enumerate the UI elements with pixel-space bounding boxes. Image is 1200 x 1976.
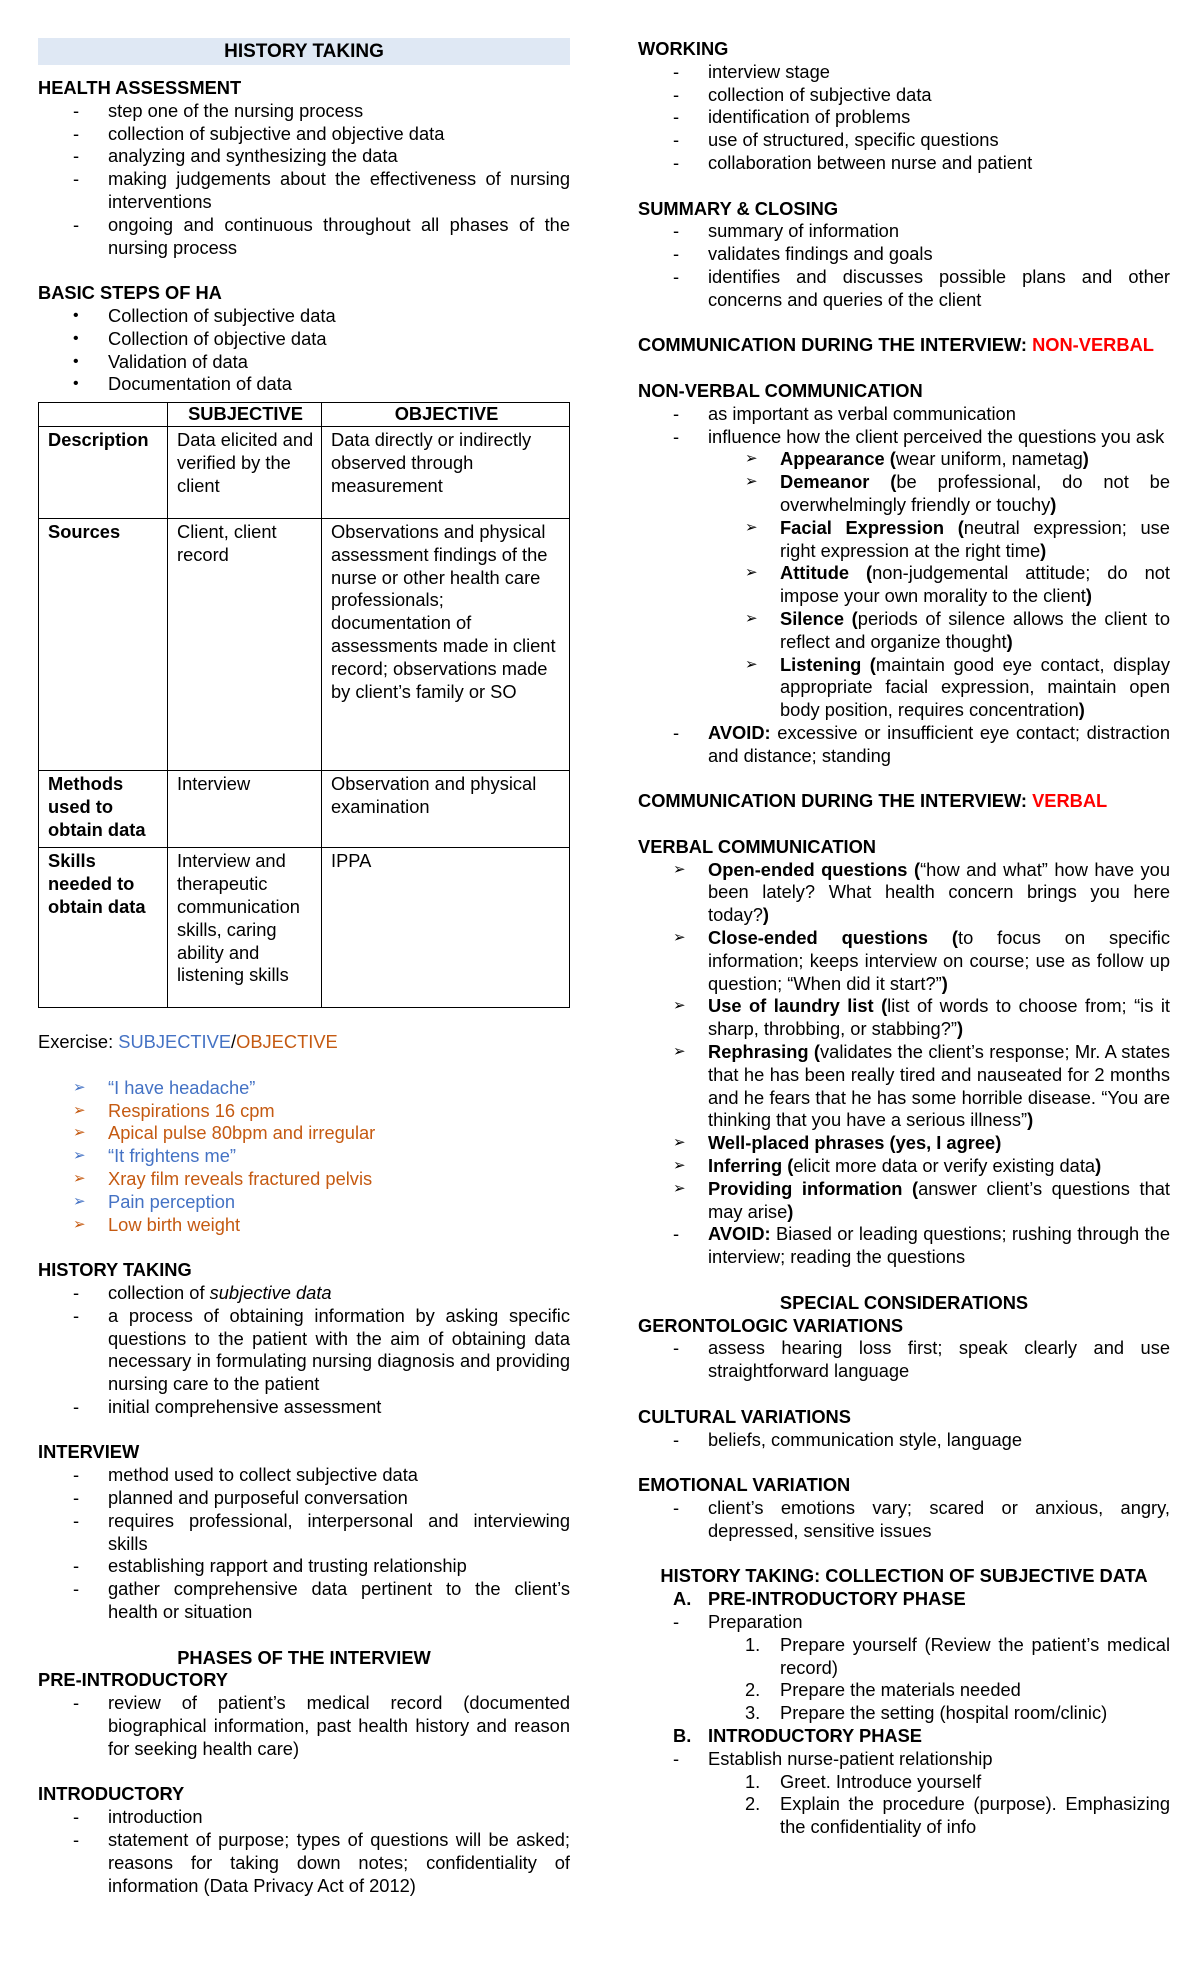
phase-b-list [638, 1748, 1170, 1771]
exercise-item: ➢ “I have headache” [108, 1077, 570, 1100]
list-item: ➢ Rephrasing (validates the client’s response; Mr. A states that he has been really tired and nauseated for 2 months and he fears that he has some horrible disease. “You are thinking that you have a serious illness”) [708, 1041, 1170, 1132]
pre-introductory-list [38, 1692, 570, 1760]
verbal-avoid-list [638, 1223, 1170, 1269]
list-item: - initial comprehensive assessment [108, 1396, 570, 1419]
list-item: ➢ Demeanor (be professional, do not be overwhelmingly friendly or touchy) [780, 471, 1170, 517]
exercise-subjective-label: SUBJECTIVE [118, 1031, 232, 1053]
list-item: - identifies and discusses possible plans and other concerns and queries of the client [708, 266, 1170, 312]
basic-steps-list [38, 305, 570, 396]
list-item: - Establish nurse-patient relationship [708, 1748, 1170, 1771]
verbal-list [638, 859, 1170, 1224]
table-header-row [39, 403, 570, 427]
list-item: - Preparation [708, 1611, 1170, 1634]
list-item: - making judgements about the effectiveness of nursing interventions [108, 168, 570, 214]
nonverbal-cues-list [638, 448, 1170, 722]
list-item: - method used to collect subjective data [108, 1464, 570, 1487]
list-item: - summary of information [708, 220, 1170, 243]
emotional-heading: EMOTIONAL VARIATION [638, 1474, 851, 1496]
list-item: 1. Greet. Introduce yourself [745, 1770, 982, 1792]
list-item: ➢ Appearance (wear uniform, nametag) [780, 448, 1170, 471]
list-item: • Collection of objective data [108, 328, 570, 351]
list-item: ➢ Open-ended questions (“how and what” how have you been lately? What health concern brings you here today?) [708, 859, 1170, 927]
list-item: ➢ Listening (maintain good eye contact, display appropriate facial expression, maintain open body position, requires concentration) [780, 654, 1170, 722]
phase-a-list [638, 1611, 1170, 1634]
list-item: - identification of problems [708, 106, 1170, 129]
list-item: - influence how the client perceived the questions you ask [708, 426, 1170, 449]
verbal-communication-heading: VERBAL COMMUNICATION [638, 835, 876, 857]
list-item: - requires professional, interpersonal and interviewing skills [108, 1510, 570, 1556]
list-item: - validates findings and goals [708, 243, 1170, 266]
exercise-label: Exercise: [38, 1031, 119, 1053]
list-item: - step one of the nursing process [108, 100, 570, 123]
table-cell: Observations and physical assessment findings of the nurse or other health care professionals; documentation of assessments made in client record; observations made by client’s family or SO [322, 518, 570, 770]
table-row [39, 518, 570, 770]
nonverbal-communication-heading: NON-VERBAL COMMUNICATION [638, 379, 923, 401]
health-assessment-heading: HEALTH ASSESSMENT [38, 77, 242, 98]
exercise-slash: / [231, 1031, 237, 1053]
exercise-item: ➢ Low birth weight [108, 1214, 570, 1237]
interview-list [38, 1464, 570, 1624]
list-item: - use of structured, specific questions [708, 129, 1170, 152]
table-row-label: Skills needed to obtain data [39, 848, 168, 1008]
list-item: - as important as verbal communication [708, 403, 1170, 426]
exercise-objective-label: OBJECTIVE [236, 1031, 338, 1053]
summary-closing-list [638, 220, 1170, 311]
table-header-cell: OBJECTIVE [322, 403, 570, 427]
list-item: - AVOID: Biased or leading questions; rushing through the interview; reading the questions [708, 1223, 1170, 1269]
gerontologic-heading: GERONTOLOGIC VARIATIONS [638, 1314, 904, 1336]
list-item: - introduction [108, 1806, 570, 1829]
list-item: - ongoing and continuous throughout all phases of the nursing process [108, 214, 570, 260]
collection-heading: HISTORY TAKING: COLLECTION OF SUBJECTIVE DATA [660, 1565, 1148, 1587]
list-item: ➢ Attitude (non-judgemental attitude; do not impose your own morality to the client) [780, 562, 1170, 608]
history-taking-heading: HISTORY TAKING [38, 1259, 192, 1281]
summary-closing-heading: SUMMARY & CLOSING [638, 197, 839, 219]
table-cell: Interview [168, 770, 322, 847]
table-row [39, 848, 570, 1008]
list-item: - AVOID: excessive or insufficient eye contact; distraction and distance; standing [708, 722, 1170, 768]
emotional-list [638, 1497, 1170, 1543]
basic-steps-heading: BASIC STEPS OF HA [38, 282, 222, 304]
list-item: 3. Prepare the setting (hospital room/clinic) [745, 1702, 1108, 1724]
list-item: - client’s emotions vary; scared or anxious, angry, depressed, sensitive issues [708, 1497, 1170, 1543]
table-header-cell: SUBJECTIVE [168, 403, 322, 427]
list-item: ➢ Facial Expression (neutral expression; use right expression at the right time) [780, 517, 1170, 563]
nonverbal-list [638, 403, 1170, 449]
introductory-list [38, 1806, 570, 1897]
list-item: - interview stage [708, 61, 1170, 84]
phase-b-heading: B. INTRODUCTORY PHASE [673, 1724, 922, 1746]
list-item: • Validation of data [108, 351, 570, 374]
exercise-list [38, 1077, 570, 1237]
table-cell: Interview and therapeutic communication skills, caring ability and listening skills [168, 848, 322, 1008]
phase-b-steps [638, 1771, 1170, 1839]
table-cell: Client, client record [168, 518, 322, 770]
list-item: - beliefs, communication style, language [708, 1429, 1170, 1452]
list-item: ➢ Providing information (answer client’s questions that may arise) [708, 1178, 1170, 1224]
phase-a-steps [638, 1634, 1170, 1725]
table-header-cell [39, 403, 168, 427]
list-item: - collection of subjective and objective data [108, 123, 570, 146]
pre-introductory-heading: PRE-INTRODUCTORY [38, 1669, 228, 1691]
working-heading: WORKING [638, 38, 729, 59]
exercise-heading [38, 1031, 570, 1054]
cultural-heading: CULTURAL VARIATIONS [638, 1405, 851, 1427]
page-title: HISTORY TAKING [38, 38, 570, 65]
table-cell: Data elicited and verified by the client [168, 426, 322, 518]
interview-heading: INTERVIEW [38, 1441, 140, 1463]
introductory-heading: INTRODUCTORY [38, 1783, 185, 1805]
list-item: - collaboration between nurse and patient [708, 152, 1170, 175]
list-item: - a process of obtaining information by asking specific questions to the patient with the aim of obtaining data necessary in formulating nursing diagnosis and providing nursing care to the patient [108, 1305, 570, 1396]
list-item: - analyzing and synthesizing the data [108, 145, 570, 168]
table-cell: IPPA [322, 848, 570, 1008]
list-item: 1. Prepare yourself (Review the patient’s medical record) [745, 1633, 1170, 1678]
working-list [638, 61, 1170, 175]
list-item: - gather comprehensive data pertinent to the client’s health or situation [108, 1578, 570, 1624]
verbal-section-heading: COMMUNICATION DURING THE INTERVIEW: VERBAL [638, 790, 1108, 812]
table-cell: Data directly or indirectly observed through measurement [322, 426, 570, 518]
gerontologic-list [638, 1337, 1170, 1383]
list-item: • Collection of subjective data [108, 305, 570, 328]
table-row-label: Methods used to obtain data [39, 770, 168, 847]
exercise-item: ➢ “It frightens me” [108, 1145, 570, 1168]
left-column [38, 38, 570, 1897]
list-item: ➢ Use of laundry list (list of words to choose from; “is it sharp, throbbing, or stabbing?”) [708, 995, 1170, 1041]
exercise-item: ➢ Xray film reveals fractured pelvis [108, 1168, 570, 1191]
subjective-objective-table [38, 402, 570, 1008]
list-item: - assess hearing loss first; speak clearly and use straightforward language [708, 1337, 1170, 1383]
nonverbal-section-heading: COMMUNICATION DURING THE INTERVIEW: NON-VERBAL [638, 334, 1154, 356]
phases-heading: PHASES OF THE INTERVIEW [177, 1646, 431, 1668]
list-item: 2. Prepare the materials needed [745, 1679, 1021, 1701]
list-item: - establishing rapport and trusting relationship [108, 1555, 570, 1578]
list-item: ➢ Silence (periods of silence allows the client to reflect and organize thought) [780, 608, 1170, 654]
nonverbal-avoid-list [638, 722, 1170, 768]
table-row [39, 426, 570, 518]
list-item: ➢ Well-placed phrases (yes, I agree) [708, 1132, 1170, 1155]
list-item: • Documentation of data [108, 373, 570, 396]
list-item: 2. Explain the procedure (purpose). Emphasizing the confidentiality of info [745, 1793, 1170, 1838]
history-taking-list [38, 1282, 570, 1419]
list-item: - collection of subjective data [108, 1282, 570, 1305]
right-column [638, 38, 1170, 1839]
list-item: - collection of subjective data [708, 84, 1170, 107]
list-item: - statement of purpose; types of questions will be asked; reasons for taking down notes; confidentiality of information (Data Privacy Act of 2012) [108, 1829, 570, 1897]
cultural-list [638, 1429, 1170, 1452]
exercise-item: ➢ Pain perception [108, 1191, 570, 1214]
special-considerations-heading: SPECIAL CONSIDERATIONS [779, 1291, 1029, 1313]
list-item: ➢ Close-ended questions (to focus on specific information; keeps interview on course; use as follow up question; “When did it start?”) [708, 927, 1170, 995]
list-item: ➢ Inferring (elicit more data or verify existing data) [708, 1155, 1170, 1178]
list-item: - planned and purposeful conversation [108, 1487, 570, 1510]
exercise-item: ➢ Apical pulse 80bpm and irregular [108, 1122, 570, 1145]
table-row [39, 770, 570, 847]
phase-a-heading: A. PRE-INTRODUCTORY PHASE [673, 1588, 966, 1610]
exercise-item: ➢ Respirations 16 cpm [108, 1100, 570, 1123]
table-cell: Observation and physical examination [322, 770, 570, 847]
health-assessment-list [38, 100, 570, 260]
list-item: - review of patient’s medical record (documented biographical information, past health history and reason for seeking health care) [108, 1692, 570, 1760]
table-row-label: Sources [39, 518, 168, 770]
table-row-label: Description [39, 426, 168, 518]
